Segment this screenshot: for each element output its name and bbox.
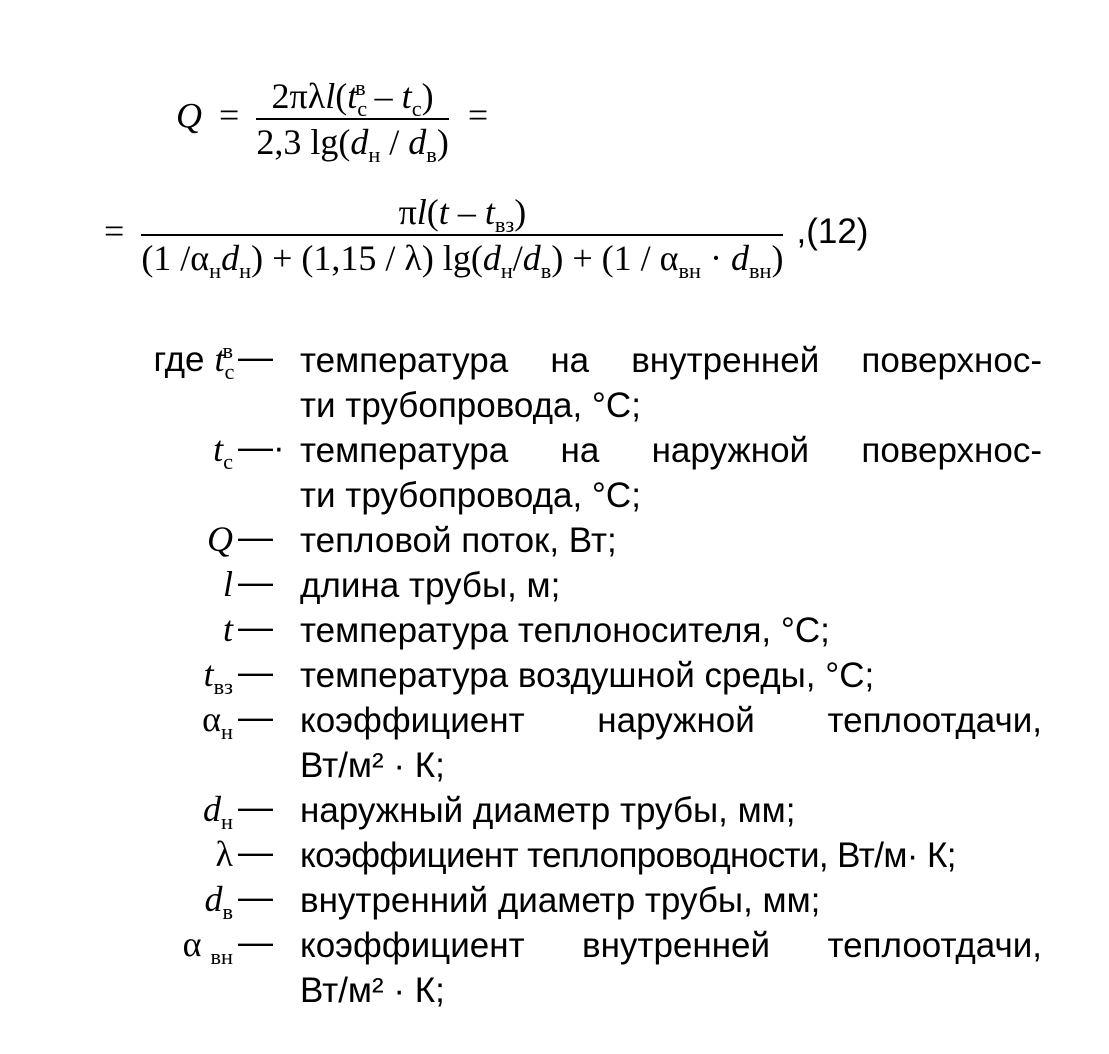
definition-text: температура на наружной поверхнос- <box>300 431 1042 470</box>
definition-dash: — <box>238 923 273 962</box>
definition-text: тепловой поток, Вт; <box>300 521 617 560</box>
definition-row <box>0 428 1109 518</box>
definition-symbol: $d_н$ <box>203 789 233 835</box>
formula-line-2-equals: = <box>104 211 125 252</box>
definition-row <box>0 923 1109 1013</box>
definition-text: наружный диаметр трубы, мм; <box>300 791 796 830</box>
definition-text: температура теплоносителя, °С; <box>300 611 830 650</box>
formula-lhs: Q <box>176 95 202 136</box>
definition-dash: — <box>238 653 273 692</box>
formula-trailing-equals: = <box>467 95 489 136</box>
fraction-2-bar <box>141 234 783 236</box>
definition-dash: — <box>238 518 273 557</box>
definition-symbol: t <box>222 609 233 649</box>
definition-dash: — <box>238 608 273 647</box>
definition-symbol: α $_{вн}$ <box>182 924 233 970</box>
definition-text-continued: Вт/м² · К; <box>300 971 445 1010</box>
definition-dash: — <box>238 788 273 827</box>
fraction-1-bar <box>256 118 449 120</box>
definition-text-continued: Вт/м² · К; <box>300 746 445 785</box>
formula-line-1 <box>176 75 489 168</box>
equation-number: ,(12) <box>796 212 869 252</box>
definition-row <box>0 698 1109 788</box>
fraction-1-denominator: 2,3 $\lg(d_н / d_в)$ <box>256 122 449 168</box>
definition-text: коэффициент внутренней теплоотдачи, <box>300 926 1042 965</box>
definition-symbol: $\alpha_н$ <box>202 699 233 745</box>
definition-text: коэффициент теплопроводности, Вт/м· К; <box>300 836 956 875</box>
definition-dash: — <box>238 338 273 377</box>
definition-text: температура на внутренней поверхнос- <box>300 341 1042 380</box>
definition-row <box>0 518 1109 563</box>
definition-symbol: Q <box>207 519 233 559</box>
definition-symbol: $d_в$ <box>204 879 233 925</box>
fraction-2-numerator: $\pi l(t - t_{вз})$ <box>398 192 527 238</box>
definition-row <box>0 653 1109 698</box>
definition-symbol: l <box>222 564 233 604</box>
formula-line-2 <box>104 192 869 284</box>
formula-fraction-2 <box>141 192 784 284</box>
formula-fraction-1 <box>256 75 449 168</box>
definition-dash: — <box>238 833 273 872</box>
definition-dash: — <box>238 878 273 917</box>
definition-dash: — <box>238 563 273 602</box>
definition-row <box>0 608 1109 653</box>
definition-text: внутренний диаметр трубы, мм; <box>300 881 821 920</box>
formula-equals: = <box>219 95 240 136</box>
definition-text-continued: ти трубопровода, °С; <box>300 476 641 515</box>
definition-row <box>0 878 1109 923</box>
fraction-2-denominator: (1 $/\alpha_нd_н) + (1,15 / \lambda)$ $\lg(d_н/d_в) + (1 / \alpha_{вн} \cdot d_{вн})$ <box>141 238 784 284</box>
definition-dash: — <box>238 698 273 737</box>
definition-row <box>0 788 1109 833</box>
definitions-list <box>0 338 1109 1013</box>
definition-row <box>0 338 1109 428</box>
definition-symbol: где $t_с^в$ <box>153 338 235 385</box>
definition-text: длина трубы, м; <box>300 566 561 605</box>
definition-dash: —· <box>238 428 285 467</box>
definition-text: коэффициент наружной теплоотдачи, <box>300 701 1042 740</box>
fraction-1-numerator: $2\pi\lambda l(t_с^в - t_с)$ <box>271 75 434 122</box>
definition-symbol: $t_с$ <box>213 429 233 475</box>
definition-text: температура воздушной среды, °С; <box>300 656 875 695</box>
definition-text-continued: ти трубопровода, °С; <box>300 386 641 425</box>
definition-row <box>0 563 1109 608</box>
definition-symbol: λ <box>215 834 233 874</box>
definition-symbol: $t_{вз}$ <box>203 654 233 700</box>
definition-row <box>0 833 1109 878</box>
